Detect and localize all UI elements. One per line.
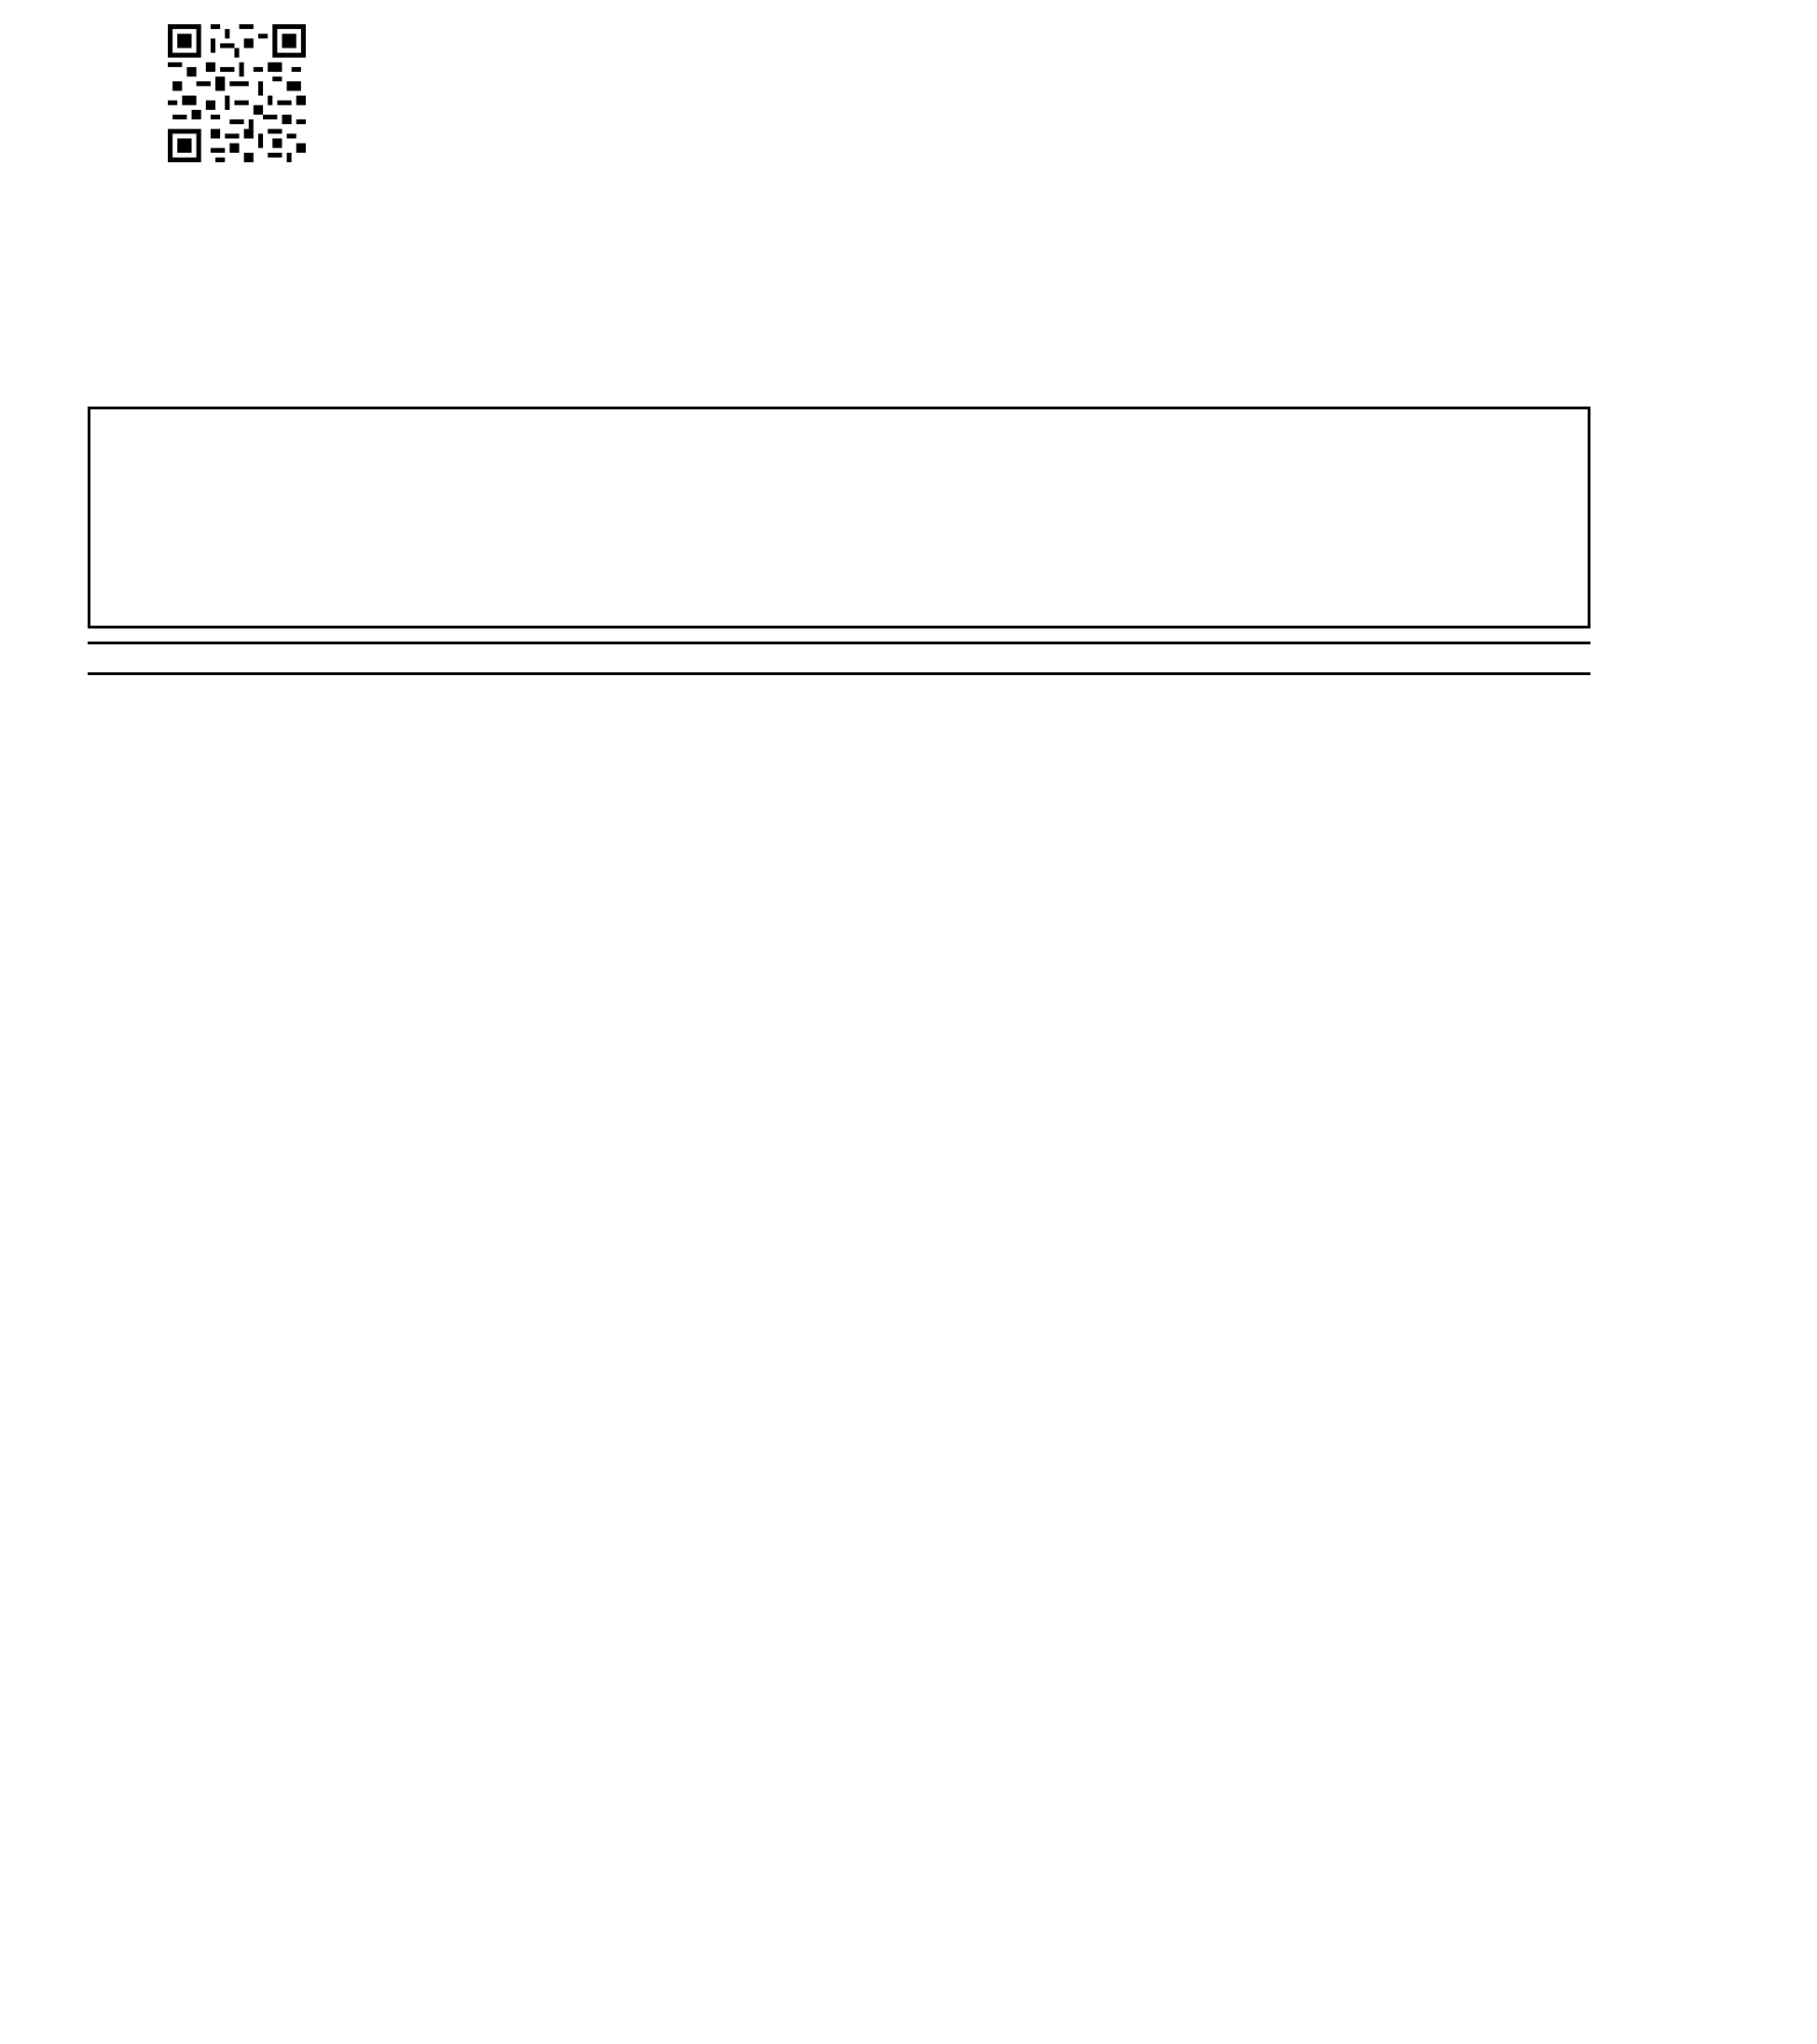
social-insurance-seal-icon bbox=[1049, 1427, 1356, 1734]
qr-code-icon bbox=[168, 24, 306, 162]
social-insurance-seal-icon bbox=[872, 89, 1179, 396]
contribution-table bbox=[88, 407, 1590, 628]
medical-insurance-seal-icon bbox=[1263, 89, 1571, 396]
medical-insurance-seal-icon bbox=[1454, 1427, 1762, 1734]
total-top-line bbox=[88, 642, 1590, 644]
total-bottom-line bbox=[88, 672, 1590, 675]
note-1b bbox=[191, 755, 243, 781]
